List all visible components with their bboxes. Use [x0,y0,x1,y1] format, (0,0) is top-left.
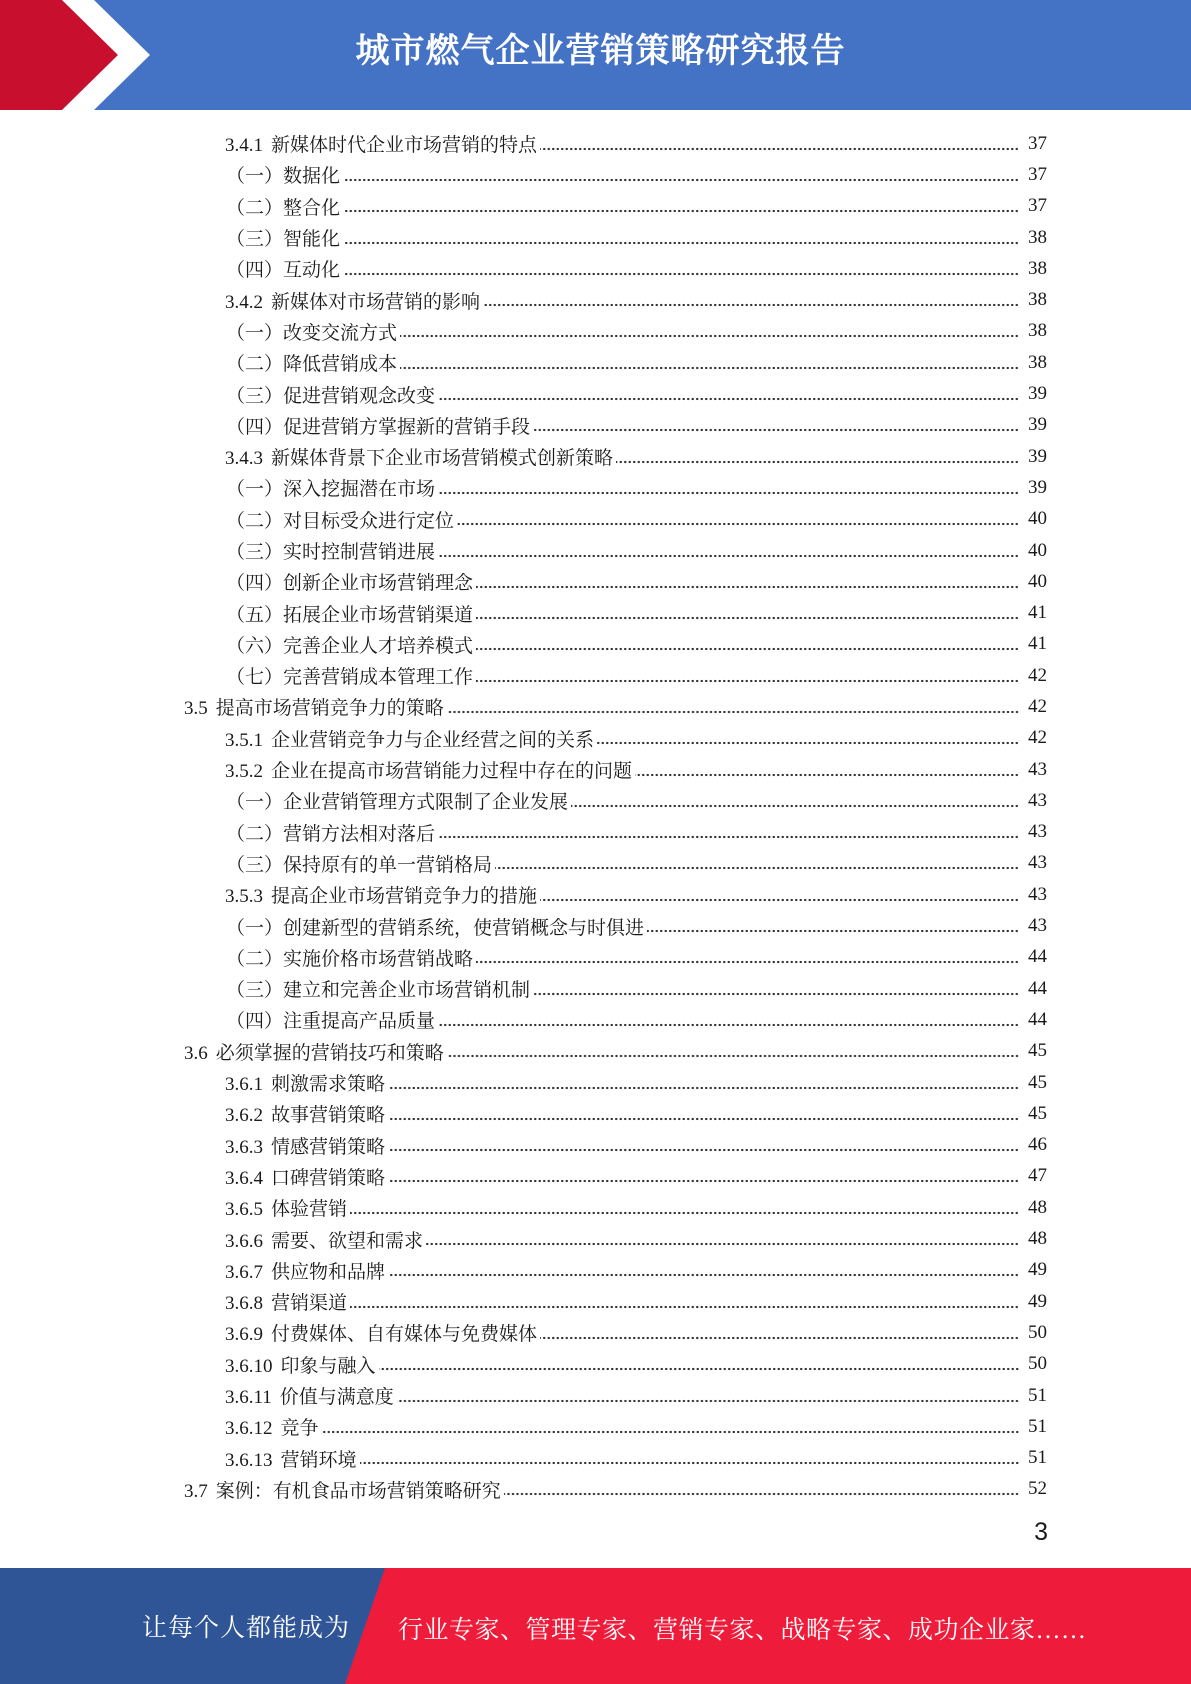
toc-entry-title [225,1163,385,1190]
toc-entry-page: 46 [1028,1134,1047,1156]
toc-entry-label: （五）拓展企业市场营销渠道 [226,604,474,626]
toc-entry-title [225,1382,394,1409]
toc-entry-page: 38 [1028,351,1047,373]
toc-dot-leader [616,459,1019,465]
toc-entry-page: 39 [1028,383,1047,405]
toc-entry-label: （一）创建新型的营销系统，使营销概念与时俱进 [226,917,645,939]
toc-entry-page: 48 [1028,1196,1047,1218]
toc-entry-page: 42 [1028,695,1047,717]
toc-entry-label: 刺激需求策略 [271,1074,386,1096]
toc-entry-page: 41 [1028,602,1047,624]
toc-entry-title [226,631,473,658]
toc-entry[interactable] [0,472,1191,503]
toc-entry-title [226,381,435,408]
toc-dot-leader [379,1366,1019,1372]
toc-dot-leader [400,333,1019,339]
toc-entry[interactable] [0,347,1191,378]
toc-entry-page: 38 [1028,289,1047,311]
toc-dot-leader [447,709,1019,715]
toc-entry-page: 49 [1028,1259,1047,1281]
toc-dot-leader [388,1272,1019,1278]
toc-entry[interactable] [0,1286,1191,1317]
toc-entry-number: 3.5.3 [225,886,263,908]
toc-entry-page: 40 [1028,539,1047,561]
toc-dot-leader [504,1491,1019,1497]
toc-entry-page: 37 [1028,163,1047,185]
toc-entry-label: （四）注重提高产品质量 [226,1011,436,1033]
toc-entry[interactable] [0,660,1191,691]
toc-entry-label: （二）降低营销成本 [226,354,398,376]
toc-entry[interactable] [0,910,1191,941]
toc-dot-leader [476,959,1019,965]
toc-entry-title [226,193,340,220]
toc-dot-leader [457,521,1019,527]
toc-entry-label: 供应物和品牌 [271,1261,386,1283]
toc-entry-page: 43 [1028,758,1047,780]
table-of-contents [0,128,1191,1505]
toc-entry-number: 3.6.10 [225,1355,273,1377]
page-header [0,0,1191,110]
toc-entry-title [226,412,530,439]
toc-entry-number: 3.4.3 [225,448,263,470]
toc-entry[interactable] [0,284,1191,315]
toc-entry-title [226,787,568,814]
toc-entry[interactable] [0,1130,1191,1161]
toc-entry-number: 3.4.2 [225,291,263,313]
toc-entry[interactable] [0,1474,1191,1505]
toc-entry-page: 42 [1028,727,1047,749]
toc-entry-number: 3.6.4 [225,1167,263,1189]
toc-entry-title [226,161,340,188]
toc-entry-number: 3.6.7 [225,1261,263,1283]
toc-dot-leader [438,1022,1019,1028]
toc-entry-page: 43 [1028,789,1047,811]
toc-entry-number: 3.6.6 [225,1230,263,1252]
toc-entry[interactable] [0,1349,1191,1380]
toc-entry-title [226,913,644,940]
toc-entry-title [225,1100,385,1127]
toc-entry-label: 必须掌握的营销技巧和策略 [215,1042,444,1064]
toc-entry-title [225,1132,385,1159]
toc-entry-number: 3.5.1 [225,729,263,751]
toc-entry-label: （四）创新企业市场营销理念 [226,573,474,595]
toc-entry-title [226,224,340,251]
toc-entry-page: 42 [1028,664,1047,686]
toc-entry[interactable] [0,942,1191,973]
toc-entry-page: 51 [1028,1415,1047,1437]
toc-dot-leader [343,177,1019,183]
toc-entry-label: 体验营销 [271,1199,348,1221]
toc-entry-page: 39 [1028,476,1047,498]
toc-dot-leader [540,146,1019,152]
document-title: 城市燃气企业营销策略研究报告 [355,31,846,71]
toc-entry[interactable] [0,1161,1191,1192]
toc-entry[interactable] [0,504,1191,535]
toc-entry-number: 3.6.2 [225,1105,263,1127]
toc-entry-label: （三）建立和完善企业市场营销机制 [226,980,531,1002]
toc-dot-leader [343,208,1019,214]
toc-entry-page: 44 [1028,977,1047,999]
toc-entry-title [225,1319,537,1346]
toc-entry-title [226,349,397,376]
page-footer [0,1568,1191,1684]
toc-entry-page: 47 [1028,1165,1047,1187]
toc-dot-leader [400,365,1019,371]
toc-entry-label: （二）实施价格市场营销战略 [226,948,474,970]
toc-entry-label: （三）智能化 [226,229,341,251]
toc-entry[interactable] [0,1067,1191,1098]
toc-entry-label: （一）深入挖掘潜在市场 [226,479,436,501]
toc-entry-label: 竞争 [280,1418,319,1440]
toc-dot-leader [438,553,1019,559]
toc-dot-leader [495,865,1019,871]
toc-entry-page: 40 [1028,508,1047,530]
toc-entry-title [225,130,537,157]
toc-entry-number: 3.6.9 [225,1324,263,1346]
toc-dot-leader [476,678,1019,684]
toc-entry-page: 45 [1028,1102,1047,1124]
footer-slogan-right: 行业专家、管理专家、营销专家、战略专家、成功企业家…… [398,1617,1087,1644]
toc-entry-title [225,1351,376,1378]
toc-entry-title [225,1257,385,1284]
toc-entry[interactable] [0,973,1191,1004]
toc-entry-number: 3.6 [184,1042,208,1064]
toc-entry[interactable] [0,441,1191,472]
toc-entry-page: 37 [1028,195,1047,217]
toc-entry-label: （七）完善营销成本管理工作 [226,667,474,689]
toc-entry-label: （四）促进营销方掌握新的营销手段 [226,416,531,438]
toc-entry-label: （三）促进营销观念改变 [226,385,436,407]
toc-dot-leader [597,740,1019,746]
toc-entry-number: 3.6.11 [225,1387,272,1409]
toc-dot-leader [388,1178,1019,1184]
toc-entry-label: （一）企业营销管理方式限制了企业发展 [226,792,569,814]
toc-dot-leader [388,1147,1019,1153]
toc-entry-number: 3.6.12 [225,1418,273,1440]
toc-entry-page: 45 [1028,1040,1047,1062]
toc-entry-page: 52 [1028,1478,1047,1500]
toc-dot-leader [426,1241,1019,1247]
toc-entry[interactable] [0,1255,1191,1286]
toc-entry-label: 情感营销策略 [271,1136,386,1158]
toc-entry-title [225,1413,319,1440]
toc-entry[interactable] [0,191,1191,222]
toc-entry-label: （六）完善企业人才培养模式 [226,635,474,657]
toc-entry-label: 印象与融入 [280,1355,376,1377]
toc-dot-leader [343,240,1019,246]
toc-entry-label: （二）对目标受众进行定位 [226,510,455,532]
toc-dot-leader [533,427,1019,433]
toc-entry-page: 43 [1028,883,1047,905]
toc-entry[interactable] [0,159,1191,190]
toc-entry-label: （四）互动化 [226,260,341,282]
toc-entry-page: 49 [1028,1290,1047,1312]
toc-entry-title [226,819,435,846]
toc-dot-leader [447,1053,1019,1059]
toc-dot-leader [438,834,1019,840]
toc-entry[interactable] [0,378,1191,409]
toc-entry[interactable] [0,817,1191,848]
toc-entry-label: 提高市场营销竞争力的策略 [215,698,444,720]
toc-entry[interactable] [0,1098,1191,1129]
toc-entry-page: 38 [1028,226,1047,248]
toc-entry-label: （一）改变交流方式 [226,322,398,344]
toc-entry-label: （三）保持原有的单一营销格局 [226,854,493,876]
toc-entry-number: 3.6.3 [225,1136,263,1158]
toc-entry-number: 3.7 [184,1480,208,1502]
toc-entry-label: 口碑营销策略 [271,1167,386,1189]
toc-entry-title [184,693,444,720]
toc-entry-label: 企业在提高市场营销能力过程中存在的问题 [271,761,633,783]
toc-entry-title [225,756,632,783]
toc-entry-title [226,1006,435,1033]
toc-entry[interactable] [0,253,1191,284]
toc-entry-label: 新媒体对市场营销的影响 [271,291,481,313]
toc-entry-label: 价值与满意度 [279,1387,394,1409]
toc-entry-title [226,568,473,595]
toc-dot-leader [540,1335,1019,1341]
toc-entry-label: （三）实时控制营销进展 [226,542,436,563]
toc-entry-title [225,1445,357,1472]
page-number: 3 [1034,1518,1048,1546]
toc-entry-title [226,318,397,345]
toc-entry-title [226,975,530,1002]
toc-dot-leader [483,302,1019,308]
toc-entry[interactable] [0,222,1191,253]
toc-entry[interactable] [0,723,1191,754]
toc-entry-label: 营销环境 [280,1449,357,1471]
toc-entry[interactable] [0,879,1191,910]
toc-entry-title [226,944,473,971]
toc-entry-title [226,474,435,501]
toc-entry-page: 39 [1028,445,1047,467]
toc-entry-number: 3.4.1 [225,135,263,157]
toc-entry[interactable] [0,128,1191,159]
toc-entry[interactable] [0,1317,1191,1348]
toc-entry-title [225,881,537,908]
toc-entry-page: 38 [1028,320,1047,342]
toc-entry-page: 43 [1028,852,1047,874]
toc-entry-number: 3.6.8 [225,1293,263,1315]
toc-entry-title [226,506,454,533]
toc-entry-title [225,1069,385,1096]
toc-entry-number: 3.6.1 [225,1074,263,1096]
toc-entry-page: 48 [1028,1228,1047,1250]
toc-entry[interactable] [0,566,1191,597]
footer-slogan-left: 让每个人都能成为 [142,1615,351,1642]
toc-entry-label: 需要、欲望和需求 [271,1230,424,1252]
toc-dot-leader [322,1429,1019,1435]
toc-entry-page: 50 [1028,1353,1047,1375]
toc-entry-title [226,662,473,689]
toc-dot-leader [388,1085,1019,1091]
toc-dot-leader [533,991,1019,997]
toc-dot-leader [360,1460,1019,1466]
toc-dot-leader [476,615,1019,621]
toc-entry[interactable] [0,410,1191,441]
toc-entry-title [226,850,492,877]
toc-entry[interactable] [0,1223,1191,1254]
toc-entry-title [225,287,480,314]
toc-entry-page: 41 [1028,633,1047,655]
toc-dot-leader [571,803,1019,809]
toc-dot-leader [350,1304,1019,1310]
toc-entry[interactable] [0,629,1191,660]
toc-entry-page: 37 [1028,132,1047,154]
toc-entry[interactable] [0,785,1191,816]
toc-entry[interactable] [0,535,1191,566]
toc-entry-label: 企业营销竞争力与企业经营之间的关系 [271,729,595,751]
toc-dot-leader [388,1116,1019,1122]
toc-entry-number: 3.5 [184,698,208,720]
toc-entry-page: 40 [1028,570,1047,592]
toc-entry[interactable] [0,1036,1191,1067]
toc-entry-title [225,443,613,470]
toc-entry-title [184,1038,444,1065]
toc-entry-title [225,1226,423,1253]
toc-entry-page: 44 [1028,1008,1047,1030]
toc-entry-label: 付费媒体、自有媒体与免费媒体 [271,1324,538,1346]
toc-dot-leader [343,271,1019,277]
toc-dot-leader [647,928,1019,934]
toc-entry[interactable] [0,1442,1191,1473]
toc-dot-leader [438,490,1019,496]
toc-entry-title [225,725,594,752]
toc-dot-leader [350,1210,1019,1216]
toc-entry-label: 新媒体时代企业市场营销的特点 [271,135,538,157]
toc-dot-leader [476,584,1019,590]
toc-entry-label: （一）数据化 [226,166,341,188]
toc-entry-label: 提高企业市场营销竞争力的措施 [271,886,538,908]
toc-entry-number: 3.6.5 [225,1199,263,1221]
toc-dot-leader [635,772,1019,778]
toc-entry-page: 51 [1028,1447,1047,1469]
toc-entry[interactable] [0,848,1191,879]
toc-entry[interactable] [0,1380,1191,1411]
toc-entry-label: 故事营销策略 [271,1105,386,1127]
toc-entry[interactable] [0,1192,1191,1223]
toc-dot-leader [397,1398,1019,1404]
toc-dot-leader [540,897,1019,903]
toc-entry[interactable] [0,691,1191,722]
toc-entry-title [226,537,435,564]
toc-entry[interactable] [0,316,1191,347]
toc-entry-title [225,1288,347,1315]
toc-entry-page: 45 [1028,1071,1047,1093]
toc-entry-label: 营销渠道 [271,1293,348,1315]
toc-entry-page: 43 [1028,821,1047,843]
toc-entry-title [225,1194,347,1221]
toc-entry[interactable] [0,1411,1191,1442]
toc-entry-label: 案例：有机食品市场营销策略研究 [215,1480,501,1502]
toc-entry-title [226,600,473,627]
toc-entry[interactable] [0,1004,1191,1035]
toc-dot-leader [476,646,1019,652]
toc-entry-page: 44 [1028,946,1047,968]
toc-entry-title [226,255,340,282]
toc-entry-number: 3.5.2 [225,761,263,783]
toc-entry-number: 3.6.13 [225,1449,273,1471]
toc-entry-page: 51 [1028,1384,1047,1406]
toc-entry-page: 38 [1028,257,1047,279]
toc-entry[interactable] [0,754,1191,785]
toc-entry[interactable] [0,597,1191,628]
toc-entry-page: 43 [1028,915,1047,937]
toc-entry-label: 新媒体背景下企业市场营销模式创新策略 [271,448,614,470]
toc-entry-label: （二）营销方法相对落后 [226,823,436,845]
toc-entry-page: 39 [1028,414,1047,436]
toc-entry-title [184,1476,501,1503]
toc-dot-leader [438,396,1019,402]
toc-entry-page: 50 [1028,1321,1047,1343]
toc-entry-label: （二）整合化 [226,197,341,219]
